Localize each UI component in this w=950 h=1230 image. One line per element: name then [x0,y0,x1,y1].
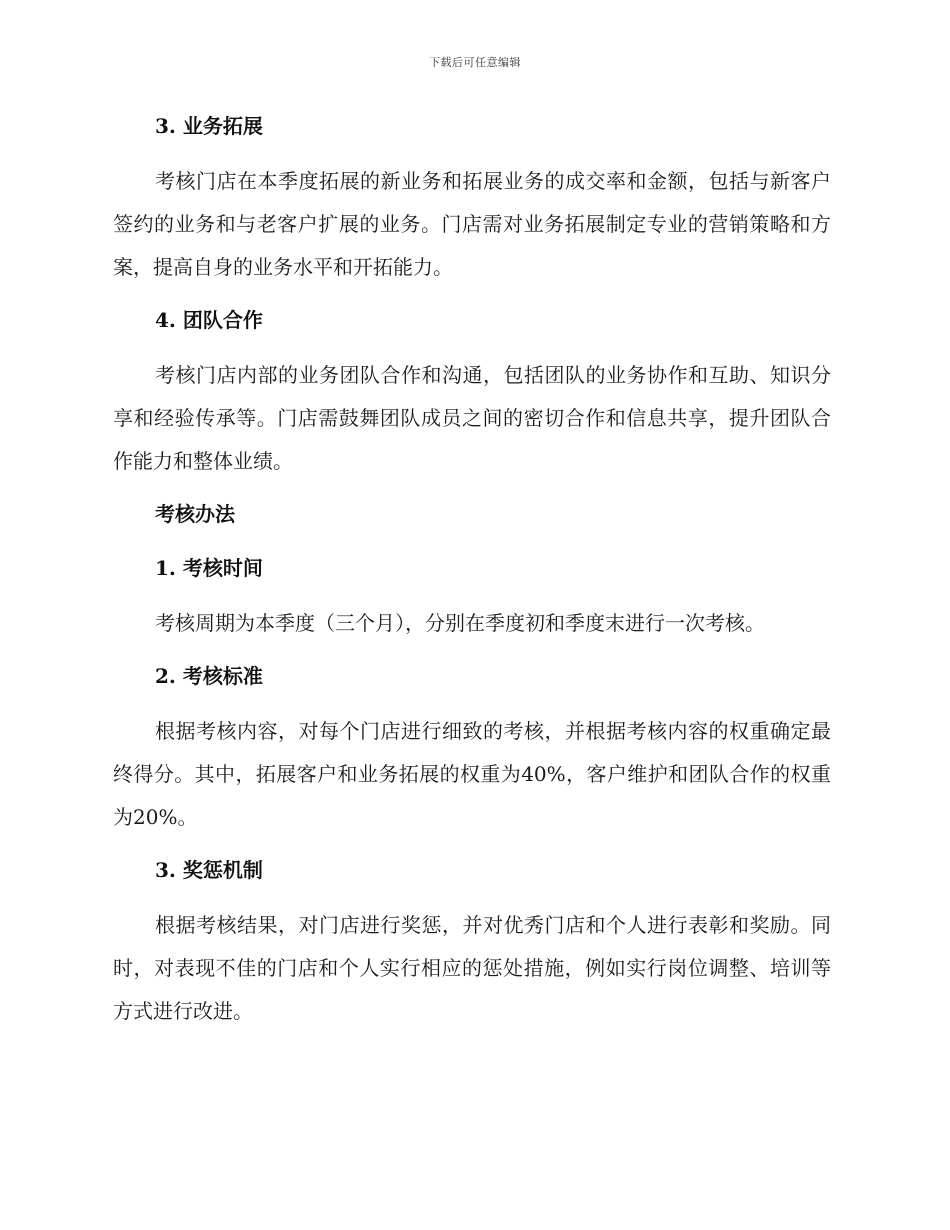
section-paragraph-assessment-time: 考核周期为本季度（三个月），分别在季度初和季度末进行一次考核。 [155,611,765,635]
section-paragraph-assessment-standard: 根据考核内容，对每个门店进行细致的考核，并根据考核内容的权重确定最终得分。其中，拓展客户和业务拓展的权重为40%，客户维护和团队合作的权重为20%。 [113,719,831,829]
section-heading-reward-punishment: 3. 奖惩机制 [155,858,263,882]
page-header: 下载后可任意编辑 [429,56,521,69]
document-body [113,106,831,1044]
section-paragraph-reward-punishment: 根据考核结果，对门店进行奖惩，并对优秀门店和个人进行表彰和奖励。同时，对表现不佳的门店和个人实行相应的惩处措施，例如实行岗位调整、培训等方式进行改进。 [113,913,831,1023]
section-heading-assessment-time: 1. 考核时间 [155,556,263,580]
section-paragraph-business-expansion: 考核门店在本季度拓展的新业务和拓展业务的成交率和金额，包括与新客户签约的业务和与老客户扩展的业务。门店需对业务拓展制定专业的营销策略和方案，提高自身的业务水平和开拓能力。 [113,169,831,279]
section-heading-business-expansion: 3. 业务拓展 [155,114,263,138]
section-heading-teamwork: 4. 团队合作 [155,308,263,332]
section-paragraph-teamwork: 考核门店内部的业务团队合作和沟通，包括团队的业务协作和互助、知识分享和经验传承等。门店需鼓舞团队成员之间的密切合作和信息共享，提升团队合作能力和整体业绩。 [113,363,831,473]
section-heading-assessment-standard: 2. 考核标准 [155,664,263,688]
section-heading-assessment-method: 考核办法 [155,502,235,526]
